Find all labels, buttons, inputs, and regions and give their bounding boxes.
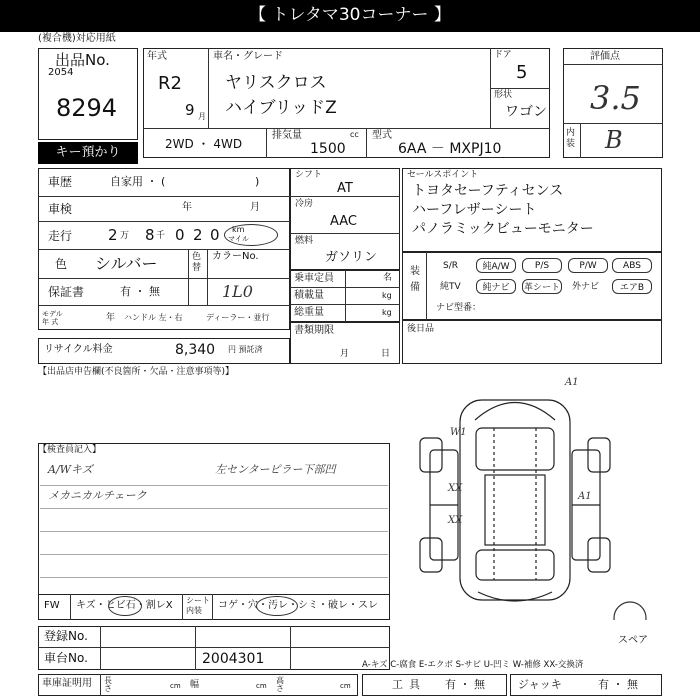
load-label: 積載量: [294, 290, 324, 301]
cert-unit-cm3: cm: [340, 682, 351, 690]
color-value: シルバー: [95, 254, 158, 273]
model-label: 型式: [372, 130, 392, 141]
tools-value: 有 ・ 無: [445, 678, 485, 691]
displacement-label: 排気量: [272, 130, 302, 141]
inspection-label: 車検: [48, 202, 73, 216]
equip-tv: 純TV: [440, 282, 461, 292]
color-change-label: 色替: [192, 252, 202, 273]
doc-deadline-day: 日: [381, 349, 391, 359]
fw-value: キズ・ヒビ石・割レX: [76, 600, 173, 611]
drive-type: 2WD ・ 4WD: [165, 137, 243, 151]
header-title: 【 トレタマ30コーナー 】: [249, 5, 451, 25]
weight-unit: kg: [382, 308, 392, 317]
doors-label: ドア: [494, 50, 512, 60]
equip-airbag: エアB: [612, 279, 652, 294]
cert-label: 車庫証明用: [42, 678, 92, 689]
tools-box: [362, 674, 507, 696]
year-era: R2: [158, 73, 182, 94]
doc-deadline-month: 月: [340, 349, 350, 359]
aircon-value: AAC: [330, 214, 357, 229]
car-grade: ハイブリッドZ: [225, 98, 337, 118]
interior-value: B: [605, 126, 623, 154]
equip-abs: ABS: [612, 258, 652, 273]
damage-legend: A-キズ C-腐食 E-エクボ S-サビ U-凹ミ W-補修 XX-交換済: [362, 660, 584, 670]
displacement-value: 1500: [310, 141, 346, 157]
inspection-month: 月: [250, 202, 260, 213]
fuel-label: 燃料: [295, 236, 314, 246]
model-year-handle: ハンドル 左・右: [124, 313, 183, 322]
seat-label: シート 内装: [186, 596, 210, 615]
seat-circle: [256, 596, 298, 616]
fw-scratch-circle: [108, 596, 142, 616]
car-label: 車名・グレード: [213, 51, 283, 62]
mileage-u2: 千: [156, 231, 166, 241]
sales-point-line-1: トヨタセーフティセンス: [412, 183, 564, 199]
recycle-unit: 円 預託済: [228, 345, 263, 354]
key-badge-label: キー預かり: [55, 145, 121, 160]
year-month-unit: 月: [198, 112, 206, 121]
chassis-label: 車台No.: [44, 651, 88, 665]
inspector-label: 【検査員記入】: [38, 445, 102, 455]
interior-label: 内装: [566, 128, 576, 149]
shift-label: シフト: [295, 170, 323, 180]
score-label: 評価点: [590, 51, 620, 62]
equip-aw: 純A/W: [476, 258, 516, 273]
score-value: 3.5: [590, 79, 641, 117]
year-label: 年式: [147, 51, 167, 62]
equip-leather: 革シート: [522, 279, 562, 294]
history-value: 自家用 ・ (: [110, 175, 166, 188]
doors-value: 5: [516, 62, 528, 83]
sales-point-label: セールスポイント: [407, 170, 479, 180]
mileage-label: 走行: [48, 229, 73, 243]
tools-label: 工具: [392, 678, 426, 691]
model-value: 6AA － MXPJ10: [398, 141, 502, 157]
mark-xx-1: XX: [448, 483, 463, 494]
capacity-label: 乗車定員: [294, 273, 334, 284]
mileage-unit-km: km: [232, 225, 245, 234]
fw-label: FW: [44, 600, 60, 611]
cert-unit-cm1: cm: [170, 682, 181, 690]
mileage-unit-mile: マイル: [228, 235, 249, 243]
jack-value: 有 ・ 無: [598, 678, 638, 691]
history-label: 車歴: [48, 175, 73, 189]
capacity-unit: 名: [383, 273, 393, 283]
year-month: 9: [185, 101, 195, 119]
lot-sub: 2054: [48, 67, 74, 78]
inspector-note-1: A/Wキズ: [48, 463, 93, 476]
chassis-value: 2004301: [202, 651, 265, 667]
equip-navi: 純ナビ: [476, 279, 516, 294]
mark-xx-2: XX: [448, 515, 463, 526]
equip-pw: P/W: [568, 258, 608, 273]
shape-label: 形状: [494, 90, 513, 100]
fuel-value: ガソリン: [325, 250, 378, 265]
shift-value: AT: [337, 181, 353, 196]
seat-value: コゲ・穴・汚レ・シミ・破レ・スレ: [218, 600, 378, 611]
cert-unit-cm2: cm: [256, 682, 267, 690]
mileage-d3: 0: [175, 226, 185, 244]
equip-ext-navi: 外ナビ: [572, 282, 600, 292]
lot-label: 出品No.: [55, 51, 110, 69]
cert-width: 幅: [190, 680, 200, 690]
weight-label: 総重量: [294, 307, 324, 318]
doc-deadline-label: 書類期限: [294, 325, 334, 336]
equip-ps: P/S: [522, 258, 562, 273]
mark-w1: W1: [450, 427, 467, 438]
mark-a1-front: A1: [565, 377, 579, 388]
jack-label: ジャッキ: [518, 678, 562, 691]
warranty-label: 保証書: [48, 285, 85, 299]
load-unit: kg: [382, 291, 392, 300]
recycle-value: 8,340: [175, 342, 216, 358]
car-name: ヤリスクロス: [225, 73, 327, 93]
reg-label: 登録No.: [44, 629, 88, 643]
model-year-label: モデル 年 式: [42, 310, 63, 326]
cert-height: 高さ: [276, 676, 284, 693]
model-year-year: 年: [106, 313, 116, 323]
fax-note: (複合機)対応用紙: [38, 33, 116, 44]
mileage-d2: 8: [145, 226, 155, 244]
lot-number: 8294: [56, 94, 118, 122]
model-year-dealer: ディーラー・並行: [206, 313, 270, 322]
car-damage-diagram: [400, 377, 660, 620]
equipment-label: 装備: [410, 266, 420, 293]
mileage-d4: 2: [193, 226, 203, 244]
spare-label: スペア: [618, 635, 648, 646]
color-code-label: カラーNo.: [212, 251, 259, 262]
inspection-year: 年: [182, 202, 192, 213]
warranty-value: 有 ・ 無: [120, 285, 160, 298]
equip-navi-model: ナビ型番：: [436, 303, 482, 313]
sales-point-line-3: パノラミックビューモニター: [412, 221, 594, 237]
seller-report-label: 【出品店申告欄(不良箇所・欠品・注意事項等)】: [38, 367, 235, 377]
history-close: ): [255, 175, 260, 188]
mileage-u1: 万: [120, 231, 130, 241]
later-box: [402, 320, 662, 364]
recycle-label: リサイクル料金: [44, 344, 113, 355]
mileage-d1: 2: [108, 226, 118, 244]
sales-point-line-2: ハーフレザーシート: [412, 202, 537, 218]
shape-value: ワゴン: [505, 104, 547, 120]
cert-length: 長さ: [104, 676, 112, 693]
aircon-label: 冷房: [295, 199, 314, 209]
equip-sr: S/R: [443, 261, 458, 271]
displacement-unit: cc: [350, 130, 359, 139]
inspector-note-2: メカニカルチェーク: [48, 489, 147, 502]
mileage-d5: 0: [210, 226, 220, 244]
inspector-note-3: 左センターピラー下部凹: [215, 463, 336, 476]
mark-a1-side: A1: [578, 491, 592, 502]
color-code: 1L0: [222, 282, 253, 301]
color-label: 色: [55, 257, 68, 271]
later-label: 後日品: [407, 324, 435, 334]
